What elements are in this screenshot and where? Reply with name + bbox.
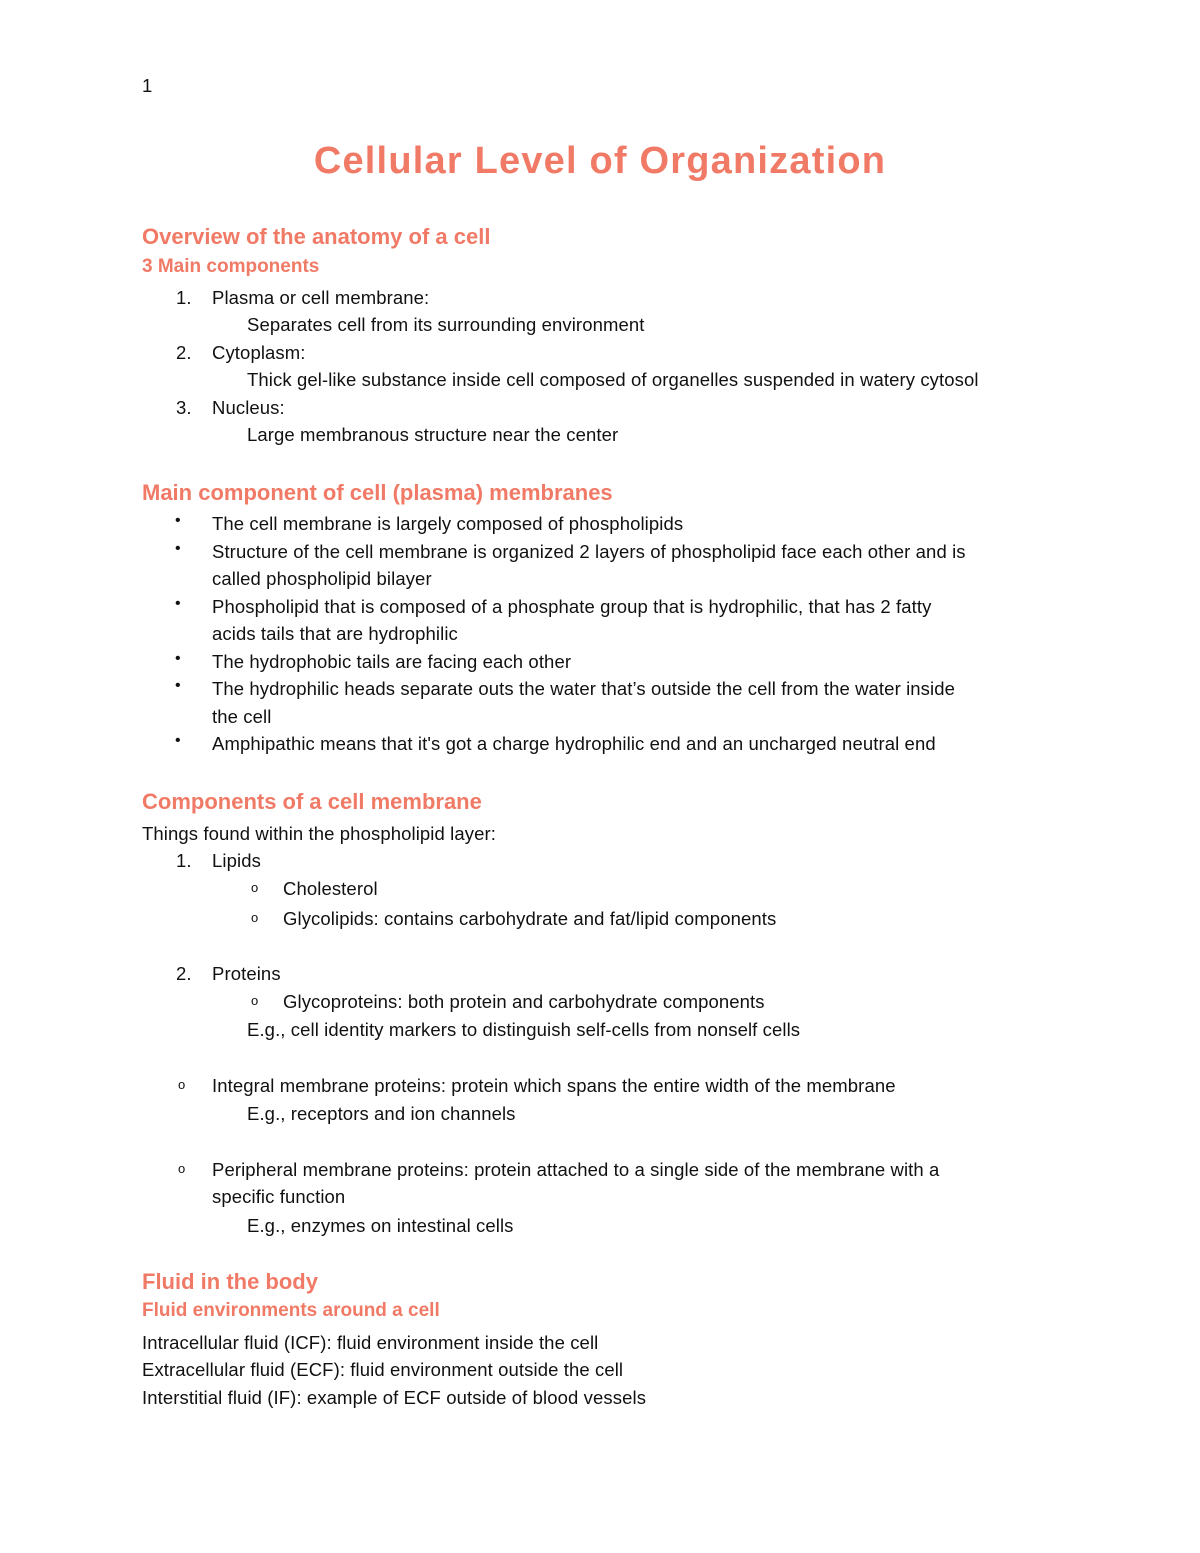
fluid-line: Intracellular fluid (ICF): fluid environment inside the cell <box>142 1332 599 1353</box>
bullet-glyph: • <box>175 677 181 694</box>
example-text: E.g., enzymes on intestinal cells <box>247 1215 514 1236</box>
list-number: 3. <box>176 397 192 418</box>
example-text: E.g., receptors and ion channels <box>247 1103 516 1124</box>
bullet-item: The cell membrane is largely composed of phospholipids <box>212 513 684 534</box>
bullet-glyph: • <box>175 540 181 557</box>
list-item-label: Lipids <box>212 850 261 871</box>
list-item-description: Large membranous structure near the center <box>247 424 619 445</box>
list-number: 1. <box>176 287 192 308</box>
sub-bullet-glyph: o <box>251 910 259 925</box>
bullet-item-continued: called phospholipid bilayer <box>212 568 432 589</box>
sub-bullet-glyph: o <box>178 1077 186 1092</box>
sub-list-item-continued: specific function <box>212 1186 346 1207</box>
bullet-item: Structure of the cell membrane is organized 2 layers of phospholipid face each other and is <box>212 541 966 562</box>
page-title: Cellular Level of Organization <box>313 140 887 182</box>
section-heading-overview: Overview of the anatomy of a cell <box>142 224 491 249</box>
sub-list-item: Cholesterol <box>283 878 378 899</box>
sub-bullet-glyph: o <box>251 880 259 895</box>
section-subheading-main-components: 3 Main components <box>142 256 320 277</box>
fluid-line: Interstitial fluid (IF): example of ECF outside of blood vessels <box>142 1387 647 1408</box>
sub-list-item: Integral membrane proteins: protein which spans the entire width of the membrane <box>212 1075 896 1096</box>
page-number: 1 <box>142 75 153 96</box>
bullet-item: The hydrophilic heads separate outs the water that’s outside the cell from the water inside <box>212 678 956 699</box>
fluid-line: Extracellular fluid (ECF): fluid environment outside the cell <box>142 1359 624 1380</box>
list-item-label: Plasma or cell membrane: <box>212 287 430 308</box>
bullet-glyph: • <box>175 732 181 749</box>
section-subheading-fluid-environments: Fluid environments around a cell <box>142 1300 440 1321</box>
list-item-label: Proteins <box>212 963 281 984</box>
sub-list-item: Peripheral membrane proteins: protein attached to a single side of the membrane with a <box>212 1159 940 1180</box>
list-item-label: Cytoplasm: <box>212 342 306 363</box>
sub-bullet-glyph: o <box>178 1161 186 1176</box>
bullet-glyph: • <box>175 650 181 667</box>
list-number: 2. <box>176 342 192 363</box>
section-intro: Things found within the phospholipid layer: <box>142 823 496 844</box>
sub-bullet-glyph: o <box>251 993 259 1008</box>
section-heading-membranes: Main component of cell (plasma) membranes <box>142 480 613 505</box>
bullet-item-continued: acids tails that are hydrophilic <box>212 623 458 644</box>
bullet-item: Phospholipid that is composed of a phosphate group that is hydrophilic, that has 2 fatty <box>212 596 932 617</box>
bullet-item: The hydrophobic tails are facing each other <box>212 651 572 672</box>
sub-list-item: Glycoproteins: both protein and carbohydrate components <box>283 991 765 1012</box>
section-heading-components: Components of a cell membrane <box>142 789 482 814</box>
sub-list-item: Glycolipids: contains carbohydrate and fat/lipid components <box>283 908 777 929</box>
list-number: 1. <box>176 850 192 871</box>
bullet-item: Amphipathic means that it's got a charge hydrophilic end and an uncharged neutral end <box>212 733 936 754</box>
section-heading-fluid: Fluid in the body <box>142 1269 318 1294</box>
list-number: 2. <box>176 963 192 984</box>
list-item-description: Separates cell from its surrounding environment <box>247 314 645 335</box>
list-item-description: Thick gel-like substance inside cell composed of organelles suspended in watery cytosol <box>247 369 979 390</box>
bullet-glyph: • <box>175 595 181 612</box>
list-item-label: Nucleus: <box>212 397 285 418</box>
bullet-item-continued: the cell <box>212 706 272 727</box>
example-text: E.g., cell identity markers to distinguish self-cells from nonself cells <box>247 1019 801 1040</box>
bullet-glyph: • <box>175 512 181 529</box>
